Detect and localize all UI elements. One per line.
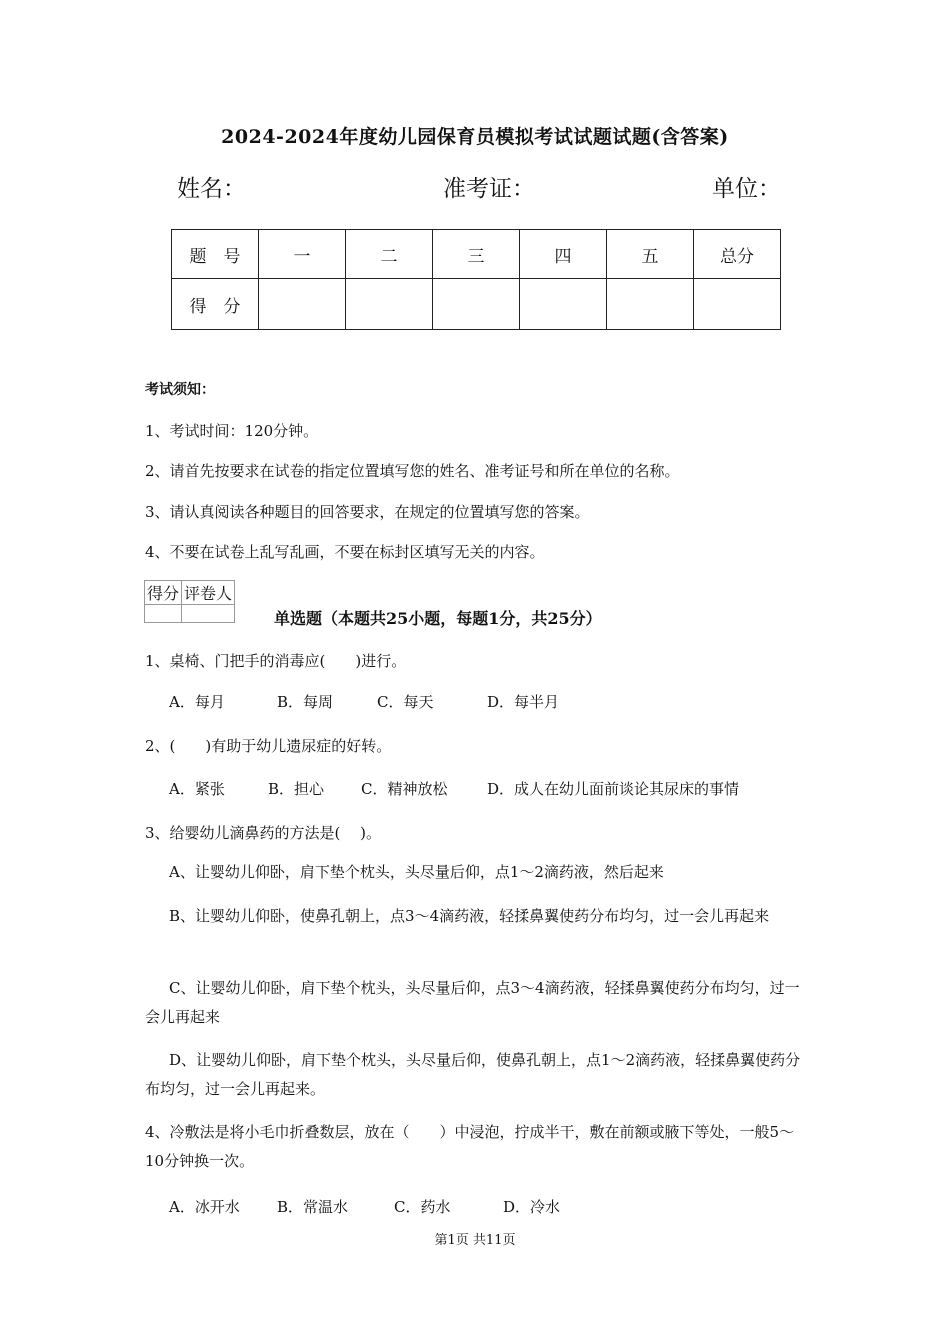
section-title: 单选题（本题共25小题，每题1分，共25分） (274, 609, 602, 628)
exam-number-field-label: 准考证： (443, 176, 535, 202)
question-option: D．冷水 (503, 1198, 561, 1216)
question-stem: 1、桌椅、门把手的消毒应( )进行。 (145, 652, 407, 670)
unit-field-label: 单位： (712, 176, 781, 202)
notice-item: 1、考试时间：120分钟。 (145, 422, 319, 440)
score-table-header-cell: 四 (520, 230, 607, 279)
score-table-header-cell: 二 (346, 230, 433, 279)
score-cell[interactable] (694, 279, 781, 330)
notice-item: 2、请首先按要求在试卷的指定位置填写您的姓名、准考证号和所在单位的名称。 (145, 462, 680, 480)
question-option: B．常温水 (277, 1198, 349, 1216)
question-stem: 4、冷敷法是将小毛巾折叠数层，放在（ ）中浸泡，拧成半干，敷在前额或腋下等处，一般5～10分钟换一次。 (145, 1123, 795, 1170)
notice-item: 4、不要在试卷上乱写乱画，不要在标封区填写无关的内容。 (145, 543, 545, 561)
score-table-header-row (172, 230, 781, 279)
name-field-label: 姓名： (177, 176, 246, 202)
score-table-header-cell: 一 (259, 230, 346, 279)
document-title: 2024-2024年度幼儿园保育员模拟考试试题试题(含答案) (221, 126, 729, 148)
question-option: B．每周 (277, 693, 334, 711)
score-table-row-label: 得 分 (172, 279, 259, 330)
question-option-paragraph: A、让婴幼儿仰卧，肩下垫个枕头，头尽量后仰，点1～2滴药液，然后起来 (169, 863, 664, 881)
score-table-header-cell: 五 (607, 230, 694, 279)
score-table-header-cell: 题 号 (172, 230, 259, 279)
question-option-paragraph: B、让婴幼儿仰卧，使鼻孔朝上，点3～4滴药液，轻揉鼻翼使药分布均匀，过一会儿再起来 (169, 907, 770, 925)
question-option: A．紧张 (169, 780, 225, 798)
score-cell[interactable] (259, 279, 346, 330)
score-cell[interactable] (346, 279, 433, 330)
notice-item: 3、请认真阅读各种题目的回答要求，在规定的位置填写您的答案。 (145, 503, 590, 521)
score-table-score-row (172, 279, 781, 330)
question-option-paragraph: D、让婴幼儿仰卧，肩下垫个枕头，头尽量后仰，使鼻孔朝上，点1～2滴药液，轻揉鼻翼使药分布均匀，过一会儿再起来。 (145, 1051, 801, 1098)
question-option: C．精神放松 (361, 780, 448, 798)
question-option: D．每半月 (487, 693, 560, 711)
question-option: D．成人在幼儿面前谈论其尿床的事情 (487, 780, 740, 798)
score-cell[interactable] (433, 279, 520, 330)
notice-heading: 考试须知： (145, 382, 215, 398)
grader-box-score-cell[interactable] (145, 605, 182, 623)
grader-box-grader-label: 评卷人 (182, 581, 235, 605)
score-table-header-cell: 总分 (694, 230, 781, 279)
question-stem: 3、给婴幼儿滴鼻药的方法是( )。 (145, 824, 382, 842)
question-option: B．担心 (268, 780, 325, 798)
question-stem: 2、( )有助于幼儿遗尿症的好转。 (145, 737, 392, 755)
grader-box-grader-cell[interactable] (182, 605, 235, 623)
question-option: A．每月 (169, 693, 225, 711)
score-cell[interactable] (607, 279, 694, 330)
score-table-header-cell: 三 (433, 230, 520, 279)
page-footer: 第1页 共11页 (434, 1233, 516, 1248)
question-option-paragraph: C、让婴幼儿仰卧，肩下垫个枕头，头尽量后仰，点3～4滴药液，轻揉鼻翼使药分布均匀，过一会儿再起来 (145, 979, 800, 1026)
question-option: C．每天 (377, 693, 434, 711)
question-option: C．药水 (394, 1198, 451, 1216)
question-option: A．冰开水 (169, 1198, 240, 1216)
score-table (171, 229, 781, 330)
grader-box-score-label: 得分 (145, 581, 182, 605)
score-cell[interactable] (520, 279, 607, 330)
grader-box (144, 580, 235, 623)
